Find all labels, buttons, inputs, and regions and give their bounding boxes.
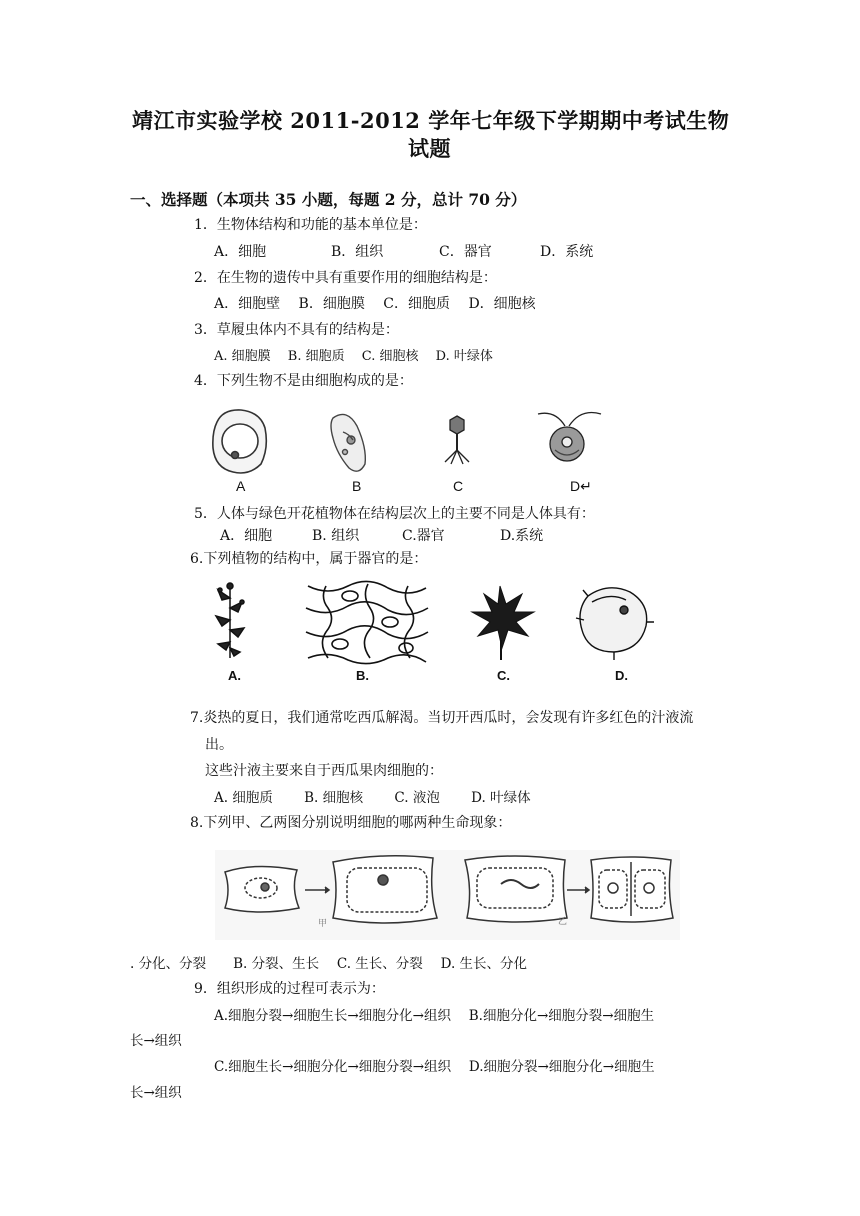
q6-figure (200, 578, 670, 673)
q6-label-a: A. (228, 668, 241, 683)
q3-options: A. 细胞膜 B. 细胞质 C. 细胞核 D. 叶绿体 (214, 349, 493, 364)
q2-options: A．细胞壁 B．细胞膜 C．细胞质 D．细胞核 (214, 296, 536, 312)
question-6-stem: 6.下列植物的结构中，属于器官的是： (190, 551, 428, 567)
q4-label-d: D↵ (570, 478, 592, 494)
q4-label-c: C (453, 478, 464, 494)
q4-label-a: A (236, 478, 246, 494)
q7-options: A. 细胞质 B. 细胞核 C. 液泡 D. 叶绿体 (214, 790, 531, 806)
question-7-stem-2: 这些汁液主要来自于西瓜果肉细胞的： (205, 763, 443, 779)
question-2-stem: 2．在生物的遗传中具有重要作用的细胞结构是： (194, 270, 497, 286)
question-4-stem: 4．下列生物不是由细胞构成的是： (194, 373, 413, 389)
q9-options-ab-cont: 长→组织 (130, 1033, 182, 1049)
q9-options-ab: A.细胞分裂→细胞生长→细胞分化→组织 B.细胞分化→细胞分裂→细胞生 (214, 1008, 655, 1024)
q9-options-cd: C.细胞生长→细胞分化→细胞分裂→组织 D.细胞分裂→细胞分化→细胞生 (214, 1059, 655, 1075)
q4-figure (205, 404, 630, 499)
page-title-cont: 试题 (408, 136, 451, 161)
q5-option-a: A．细胞 (220, 528, 273, 544)
q4-figure-a (213, 410, 267, 473)
q9-options-cd-cont: 长→组织 (130, 1085, 182, 1101)
q8-options: . 分化、分裂 B. 分裂、生长 C. 生长、分裂 D. 生长、分化 (130, 956, 528, 972)
section-heading: 一、选择题（本项共 35 小题，每题 2 分，总计 70 分） (130, 190, 527, 209)
question-5-stem: 5．人体与绿色开花植物体在结构层次上的主要不同是人体具有： (194, 506, 595, 522)
q4-label-b: B (352, 478, 362, 494)
q6-label-b: B. (356, 668, 369, 683)
question-8-stem: 8.下列甲、乙两图分别说明细胞的哪两种生命现象： (190, 815, 512, 831)
q4-figure-c (445, 416, 469, 464)
q6-label-c: C. (497, 668, 510, 683)
q5-option-b: B. 组织 (312, 528, 360, 544)
q1-option-a: A．细胞 (214, 244, 267, 260)
q6-figure-d (576, 588, 654, 660)
q5-option-c: C.器官 (402, 528, 445, 544)
q1-option-c: C．器官 (439, 244, 492, 260)
q1-option-b: B．组织 (331, 244, 384, 260)
question-7-stem: 7.炎热的夏日，我们通常吃西瓜解渴。当切开西瓜时，会发现有许多红色的汁液流 (190, 710, 694, 726)
q8-label-yi: 乙 (558, 917, 568, 927)
q8-figure (215, 850, 680, 940)
question-1-stem: 1．生物体结构和功能的基本单位是： (194, 217, 427, 233)
page-title: 靖江市实验学校 2011-2012 学年七年级下学期期中考试生物 (132, 108, 730, 133)
q6-figure-a (216, 583, 244, 658)
q5-option-d: D.系统 (500, 528, 544, 544)
question-7-stem-cont: 出。 (205, 737, 233, 753)
q6-figure-c (472, 586, 534, 660)
question-3-stem: 3．草履虫体内不具有的结构是： (194, 322, 399, 338)
q4-figure-d (538, 413, 601, 462)
q8-label-jia: 甲 (318, 919, 328, 929)
q6-label-d: D. (615, 668, 628, 683)
q6-figure-b (306, 581, 428, 663)
question-9-stem: 9．组织形成的过程可表示为： (194, 981, 385, 997)
q1-option-d: D．系统 (540, 244, 594, 260)
q4-figure-b (331, 414, 365, 471)
